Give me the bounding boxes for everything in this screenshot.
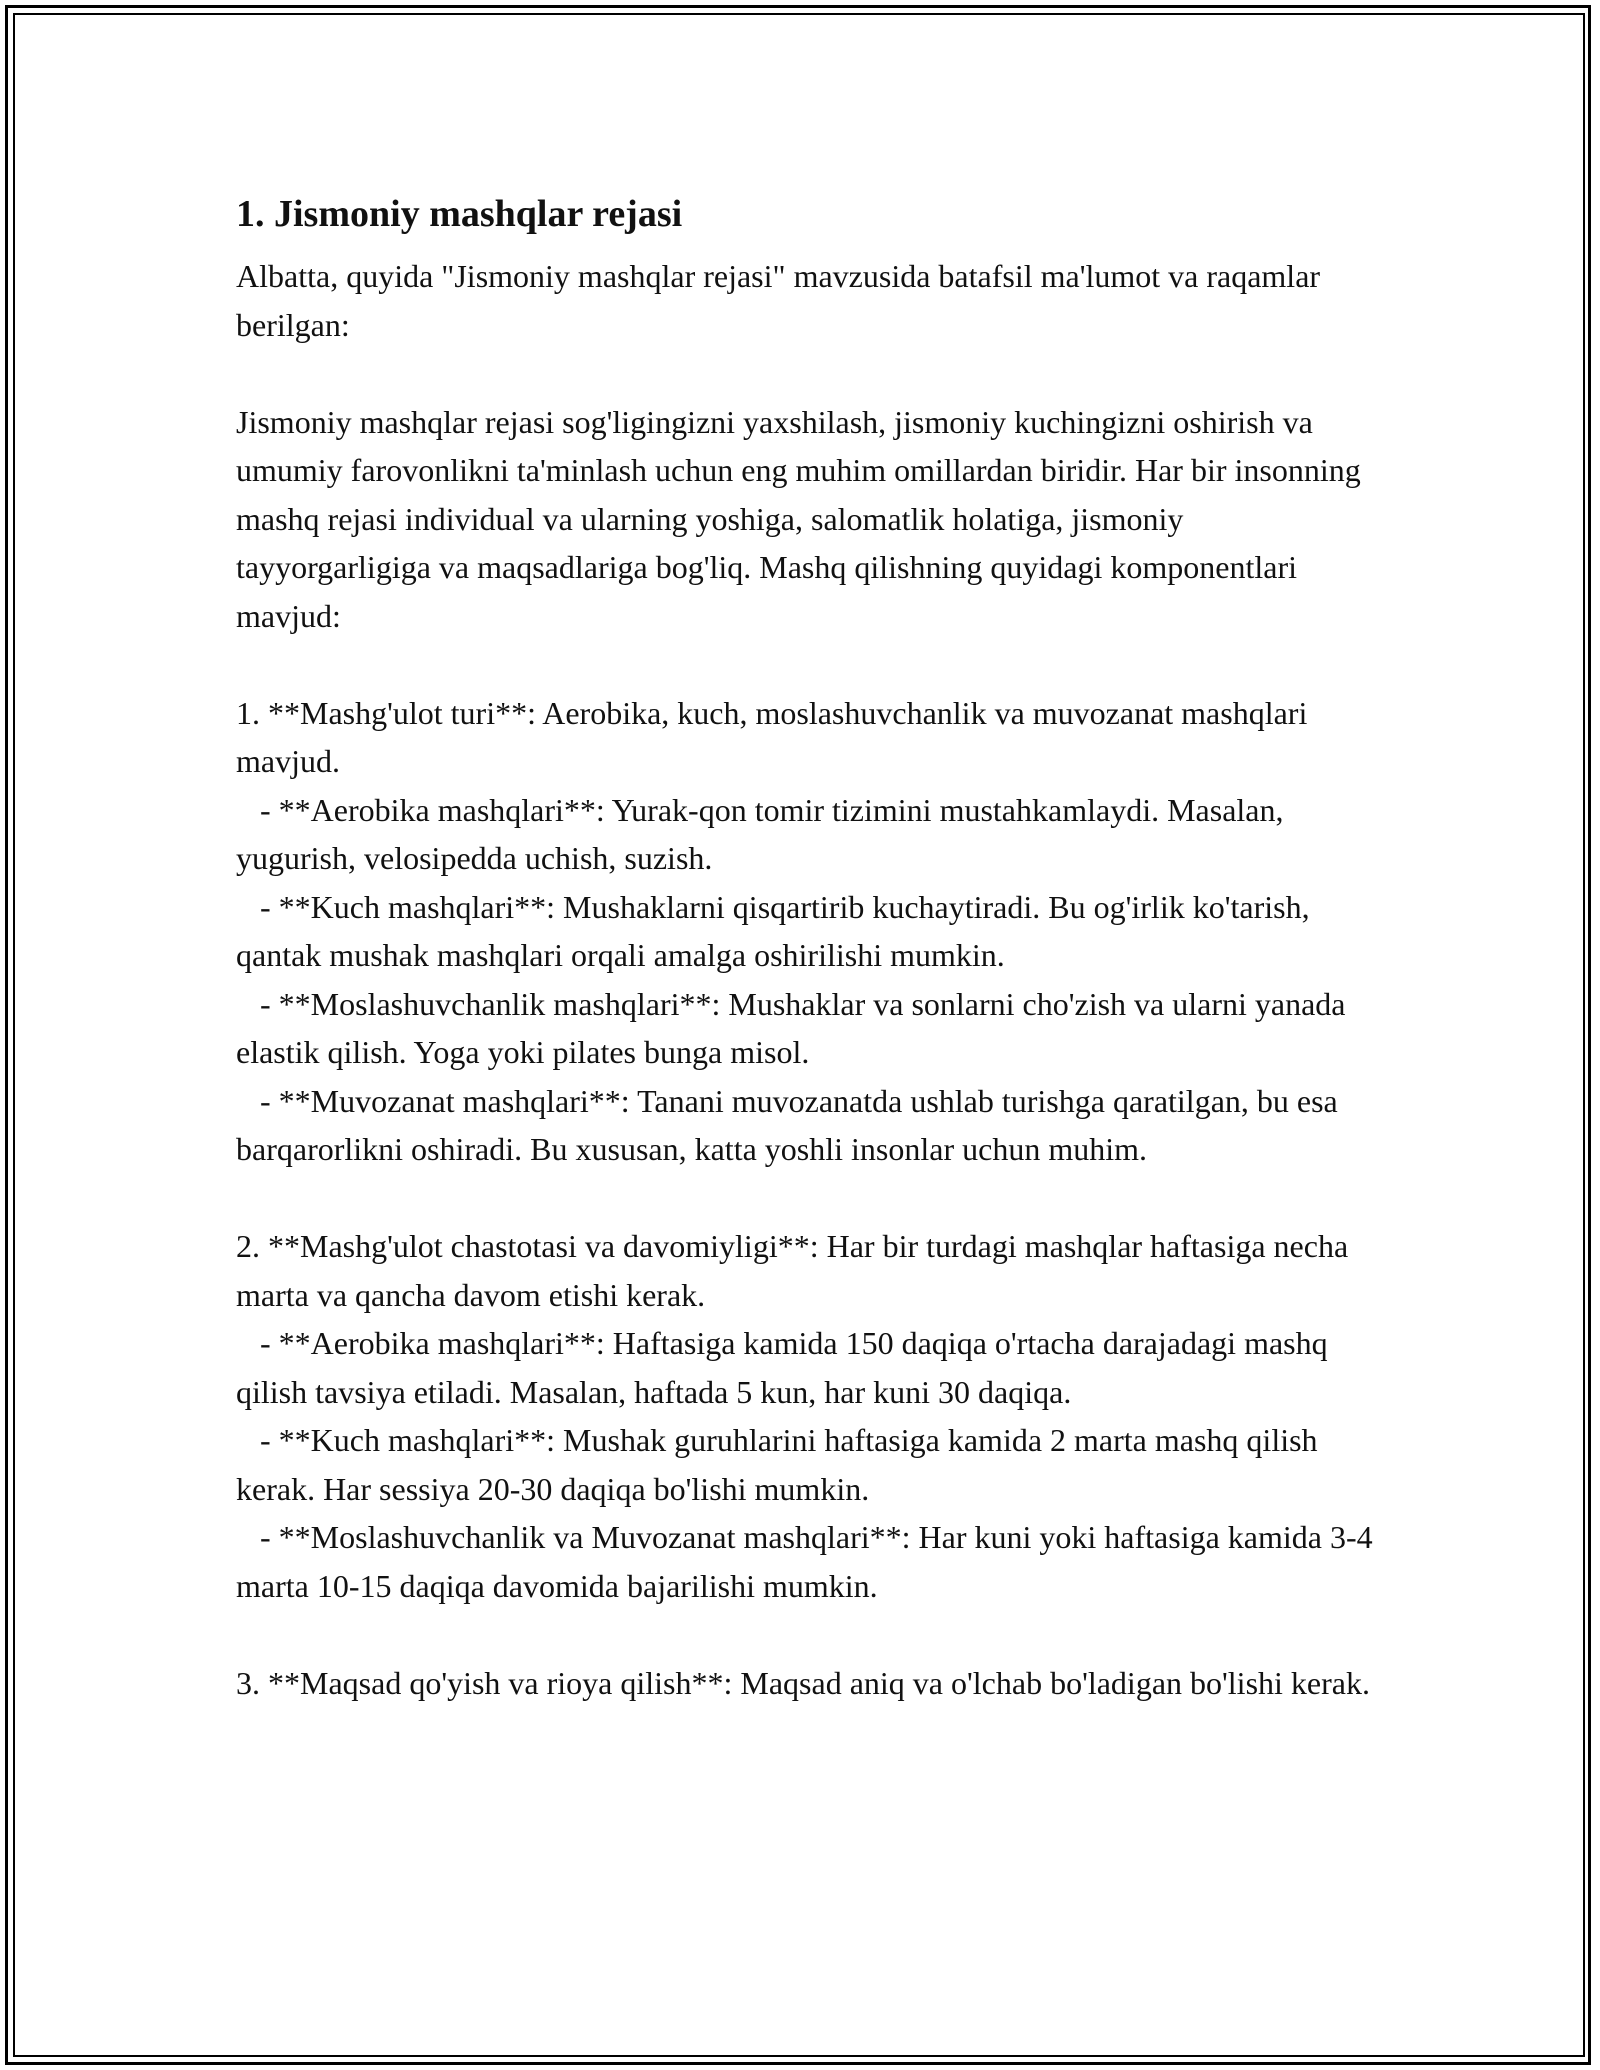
list-item: - **Muvozanat mashqlari**: Tanani muvozanatda ushlab turishga qaratilgan, bu esa barqarorlikni oshiradi. Bu xususan, katta yoshli insonlar uchun muhim.	[236, 1082, 1346, 1167]
list-item: - **Moslashuvchanlik va Muvozanat mashqlari**: Har kuni yoki haftasiga kamida 3-4 marta 10-15 daqiqa davomida bajarilishi mumkin.	[236, 1519, 1381, 1604]
section-exercise-types	[236, 689, 1386, 1174]
paragraph-gap	[236, 1174, 1386, 1223]
section-heading: 3. **Maqsad qo'yish va rioya qilish**: Maqsad aniq va o'lchab bo'ladigan bo'lishi kerak.	[236, 1664, 1370, 1701]
document-body	[236, 190, 1386, 1707]
list-item: - **Aerobika mashqlari**: Haftasiga kamida 150 daqiqa o'rtacha darajadagi mashq qilish tavsiya etiladi. Masalan, haftada 5 kun, har kuni 30 daqiqa.	[236, 1325, 1336, 1410]
paragraph-gap	[236, 640, 1386, 689]
list-item: - **Kuch mashqlari**: Mushaklarni qisqartirib kuchaytiradi. Bu og'irlik ko'tarish, qantak mushak mashqlari orqali amalga oshirilishi mumkin.	[236, 888, 1318, 973]
section-frequency-duration	[236, 1222, 1386, 1610]
paragraph-gap	[236, 1610, 1386, 1659]
overview-paragraph: Jismoniy mashqlar rejasi sog'ligingizni yaxshilash, jismoniy kuchingizni oshirish va umumiy farovonlikni ta'minlash uchun eng muhim omillardan biridir. Har bir insonning mashq rejasi individual va ularning yoshiga, salomatlik holatiga, jismoniy tayyorgarligiga va maqsadlariga bog'liq. Mashq qilishning quyidagi komponentlari mavjud:	[236, 403, 1369, 634]
intro-paragraph: Albatta, quyida "Jismoniy mashqlar rejasi" mavzusida batafsil ma'lumot va raqamlar berilgan:	[236, 258, 1329, 343]
paragraph-gap	[236, 349, 1386, 398]
list-item: - **Moslashuvchanlik mashqlari**: Mushaklar va sonlarni cho'zish va ularni yanada elastik qilish. Yoga yoki pilates bunga misol.	[236, 985, 1354, 1070]
list-item: - **Kuch mashqlari**: Mushak guruhlarini haftasiga kamida 2 marta mashq qilish kerak. Har sessiya 20-30 daqiqa bo'lishi mumkin.	[236, 1422, 1326, 1507]
document-title: 1. Jismoniy mashqlar rejasi	[236, 193, 683, 235]
list-item: - **Aerobika mashqlari**: Yurak-qon tomir tizimini mustahkamlaydi. Masalan, yugurish, velosipedda uchish, suzish.	[236, 791, 1292, 876]
section-heading: 2. **Mashg'ulot chastotasi va davomiyligi**: Har bir turdagi mashqlar haftasiga necha marta va qancha davom etishi kerak.	[236, 1228, 1357, 1313]
section-goal-setting	[236, 1659, 1386, 1708]
section-heading: 1. **Mashg'ulot turi**: Aerobika, kuch, moslashuvchanlik va muvozanat mashqlari mavjud.	[236, 694, 1316, 779]
